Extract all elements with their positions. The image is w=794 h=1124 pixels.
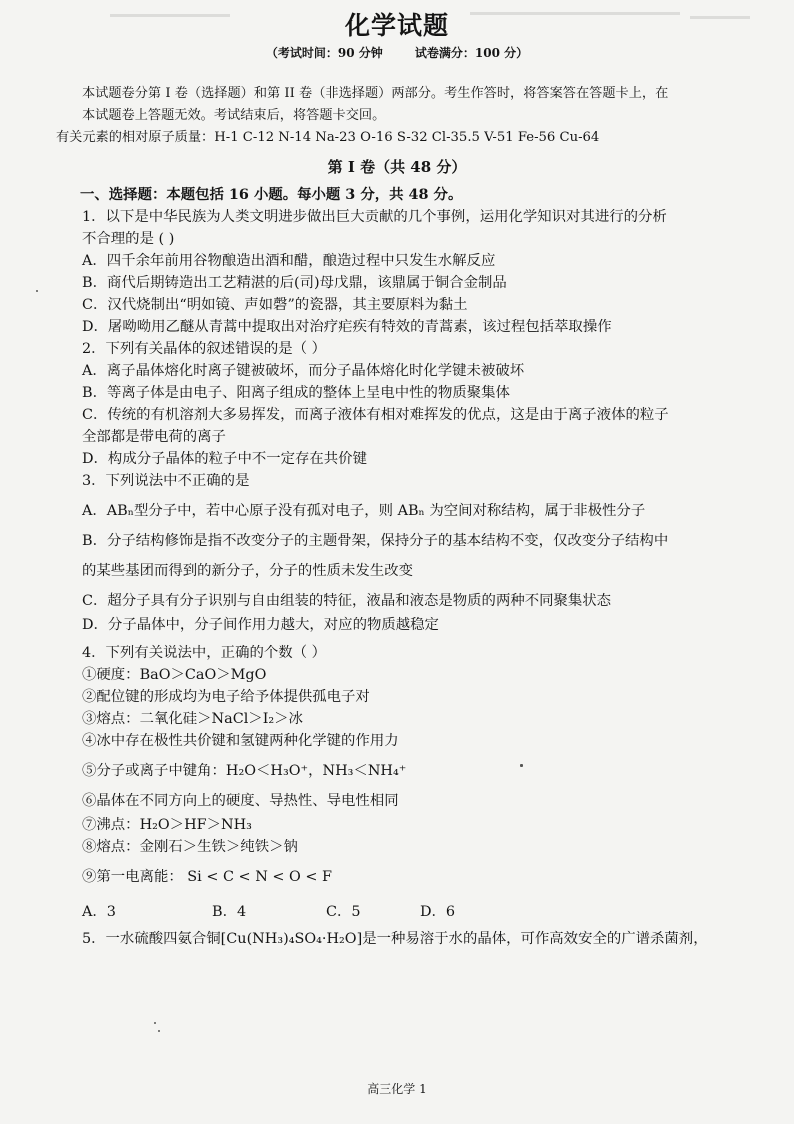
q3-stem: 3．下列说法中不正确的是 (82, 473, 250, 489)
q4-statement-5: ⑤分子或离子中键角：H₂O＜H₃O⁺，NH₃＜NH₄⁺ (82, 763, 407, 779)
q1-option-d: D．屠呦呦用乙醚从青蒿中提取出对治疗疟疾有特效的青蒿素，该过程包括萃取操作 (82, 319, 612, 335)
full-score: 试卷满分：100 分） (414, 46, 529, 60)
q4-choice-d: D．6 (420, 904, 456, 920)
q2-option-c-line-1: C．传统的有机溶剂大多易挥发，而离子液体有相对难挥发的优点，这是由于离子液体的粒子 (82, 407, 669, 423)
q4-statement-9: ⑨第一电离能： Si < C < N < O < F (82, 869, 332, 885)
q1-option-c: C．汉代烧制出“明如镜、声如磬”的瓷器，其主要原料为黏土 (82, 297, 468, 313)
q1-option-b: B．商代后期铸造出工艺精湛的后(司)母戊鼎，该鼎属于铜合金制品 (82, 275, 507, 291)
section-heading: 一、选择题：本题包括 16 小题。每小题 3 分，共 48 分。 (80, 186, 463, 203)
q4-choice-b: B．4 (212, 904, 247, 920)
q4-statement-4: ④冰中存在极性共价键和氢键两种化学键的作用力 (82, 733, 399, 749)
instructions-line-1: 本试题卷分第 I 卷（选择题）和第 II 卷（非选择题）两部分。考生作答时，将答案答在答题卡上，在 (82, 86, 669, 101)
q4-statement-8: ⑧熔点：金刚石＞生铁＞纯铁＞钠 (82, 839, 298, 855)
q3-option-b-line-2: 的某些基团而得到的新分子，分子的性质未发生改变 (82, 563, 413, 579)
q2-option-b: B．等离子体是由电子、阳离子组成的整体上呈电中性的物质聚集体 (82, 385, 510, 401)
page-footer: 高三化学 1 (367, 1082, 427, 1096)
q4-choice-a: A．3 (82, 904, 116, 920)
scan-speck (154, 1022, 156, 1024)
exam-title: 化学试题 (344, 11, 449, 40)
q4-statement-6: ⑥晶体在不同方向上的硬度、导热性、导电性相同 (82, 793, 399, 809)
q1-stem-line-2: 不合理的是 ( ) (82, 231, 175, 247)
q5-stem: 5．一水硫酸四氨合铜[Cu(NH₃)₄SO₄·H₂O]是一种易溶于水的晶体，可作高效安全的广谱杀菌剂， (82, 931, 708, 947)
section-title: 第 I 卷（共 48 分） (327, 158, 467, 176)
q4-choice-c: C．5 (326, 904, 361, 920)
q4-statement-2: ②配位键的形成均为电子给予体提供孤电子对 (82, 689, 370, 705)
scan-speck (158, 1030, 160, 1032)
exam-time: （考试时间：90 分钟 (265, 46, 383, 60)
atomic-masses: 有关元素的相对原子质量：H-1 C-12 N-14 Na-23 O-16 S-32 Cl-35.5 V-51 Fe-56 Cu-64 (56, 130, 600, 145)
q4-stem: 4．下列有关说法中，正确的个数（ ） (82, 645, 326, 661)
q2-option-c-line-2: 全部都是带电荷的离子 (82, 429, 226, 445)
scan-speck (520, 764, 523, 767)
exam-meta (0, 44, 794, 61)
q3-option-a: A．ABₙ型分子中，若中心原子没有孤对电子，则 ABₙ 为空间对称结构，属于非极性分子 (82, 503, 646, 519)
q4-answer-choices (82, 900, 542, 922)
q4-statement-7: ⑦沸点：H₂O＞HF＞NH₃ (82, 817, 252, 833)
q1-stem-line-1: 1．以下是中华民族为人类文明进步做出巨大贡献的几个事例，运用化学知识对其进行的分析 (82, 209, 667, 225)
q3-option-d: D．分子晶体中，分子间作用力越大，对应的物质越稳定 (82, 617, 439, 633)
scan-speck (36, 290, 38, 292)
q4-statement-3: ③熔点：二氧化硅＞NaCl＞I₂＞冰 (82, 711, 303, 727)
instructions-line-2: 本试题卷上答题无效。考试结束后，将答题卡交回。 (82, 108, 386, 123)
q4-statement-1: ①硬度：BaO＞CaO＞MgO (82, 667, 267, 683)
q3-option-b-line-1: B．分子结构修饰是指不改变分子的主题骨架，保持分子的基本结构不变，仅改变分子结构中 (82, 533, 669, 549)
q2-stem: 2．下列有关晶体的叙述错误的是（ ） (82, 341, 326, 357)
q3-option-c: C．超分子具有分子识别与自由组装的特征，液晶和液态是物质的两种不同聚集状态 (82, 593, 612, 609)
q2-option-a: A．离子晶体熔化时离子键被破坏，而分子晶体熔化时化学键未被破坏 (82, 363, 525, 379)
q2-option-d: D．构成分子晶体的粒子中不一定存在共价键 (82, 451, 367, 467)
q1-option-a: A．四千余年前用谷物酿造出酒和醋，酿造过程中只发生水解反应 (82, 253, 496, 269)
